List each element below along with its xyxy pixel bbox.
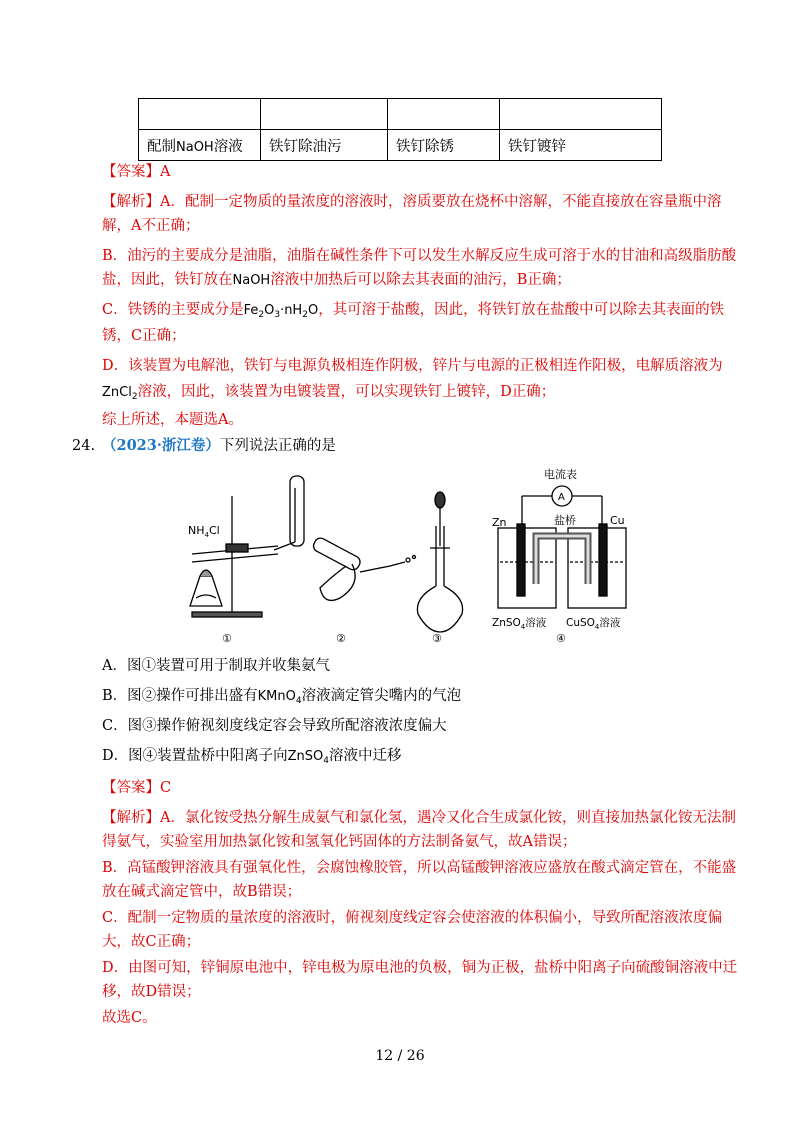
analysis-line: 【解析】A．配制一定物质的量浓度的溶液时，溶质要放在烧杯中溶解，不能直接放在容量瓶中溶 [102, 194, 722, 210]
zn-electrode [517, 524, 525, 596]
beaker-right [568, 528, 626, 608]
zn-label: Zn [492, 516, 507, 529]
analysis-line: B．油污的主要成分是油脂，油脂在碱性条件下可以发生水解反应生成可溶于水的甘油和高级脂肪酸 [102, 248, 737, 264]
figure-label-2: ② [336, 632, 346, 645]
analysis-line: 移，故D错误； [102, 984, 201, 1000]
analysis-line: 大，故C正确； [102, 934, 201, 950]
analysis-line: D．该装置为电解池，铁钉与电源负极相连作阴极，锌片与电源的正极相连作阳极，电解质溶液为 [102, 358, 723, 374]
dropper-bulb [435, 492, 445, 508]
option-b: B．图②操作可排出盛有KMnO$_4$溶液滴定管尖嘴内的气泡 [102, 688, 462, 706]
table-cell: 配制NaOH溶液 [139, 130, 261, 161]
table-cell: 铁钉除锈 [388, 130, 500, 161]
option-d: D．图④装置盐桥中阳离子向ZnSO$_4$溶液中迁移 [102, 748, 402, 766]
znso4-label: ZnSO$_4$溶液 [492, 617, 547, 631]
options-table [138, 98, 662, 161]
figure-label-3: ③ [432, 632, 442, 645]
stand-base [192, 612, 262, 617]
question-stem: （2023·浙江卷）下列说法正确的是 [102, 437, 336, 454]
analysis-line: ZnCl$_2$溶液，因此，该装置为电镀装置，可以实现铁钉上镀锌，D正确； [102, 384, 556, 402]
burette [311, 536, 362, 572]
ammeter-symbol: A [558, 492, 565, 503]
analysis-line: 锈，C正确； [102, 328, 186, 344]
figure-label-1: ① [222, 632, 232, 645]
cu-label: Cu [610, 514, 625, 527]
flame [200, 570, 212, 576]
analysis-line: 【解析】A．氯化铵受热分解生成氨气和氯化氢，遇冷又化合生成氯化铵，则直接加热氯化铵无法制 [102, 810, 736, 826]
figure-label-4: ④ [556, 632, 566, 645]
flask-body [417, 586, 462, 632]
analysis-line: 故选C。 [102, 1010, 157, 1026]
analysis-line: D．由图可知，锌铜原电池中，锌电极为原电池的负极，铜为正极，盐桥中阳离子向硫酸铜溶液中迁 [102, 960, 738, 976]
analysis-line: C．铁锈的主要成分是$Fe_2O_3\cdot nH_2O$，其可溶于盐酸，因此，将铁钉放在盐酸中可以除去其表面的铁 [102, 302, 725, 320]
analysis-line: 综上所述，本题选A。 [102, 412, 243, 428]
alcohol-lamp [190, 576, 222, 606]
table-row [139, 130, 662, 161]
apparatus-figure [170, 466, 650, 646]
answer-line: 【答案】A [102, 164, 171, 180]
table-cell: 铁钉除油污 [261, 130, 388, 161]
question-number: 24. [72, 438, 96, 454]
cu-electrode [599, 524, 607, 596]
analysis-line: B．高锰酸钾溶液具有强氧化性，会腐蚀橡胶管，所以高锰酸钾溶液应盛放在酸式滴定管在，不能盛 [102, 860, 737, 876]
nh4cl-label: $NH_4Cl$ [188, 524, 220, 539]
beaker-left [498, 528, 556, 608]
salt-bridge-label: 盐桥 [554, 514, 576, 527]
option-c: C．图③操作俯视刻度线定容会导致所配溶液浓度偏大 [102, 718, 447, 734]
answer-line: 【答案】C [102, 780, 172, 796]
analysis-line: 解，A不正确； [102, 218, 200, 234]
ammeter-label: 电流表 [544, 468, 577, 481]
table-row [139, 99, 662, 130]
cuso4-label: CuSO$_4$溶液 [566, 617, 621, 631]
option-a: A．图①装置可用于制取并收集氨气 [102, 658, 330, 674]
analysis-line: 盐，因此，铁钉放在NaOH溶液中加热后可以除去其表面的油污，B正确； [102, 272, 571, 288]
analysis-line: 得氨气，实验室用加热氯化铵和氢氧化钙固体的方法制备氨气，故A错误； [102, 834, 577, 850]
table-cell: 铁钉镀锌 [500, 130, 662, 161]
analysis-line: C．配制一定物质的量浓度的溶液时，俯视刻度线定容会使溶液的体积偏小，导致所配溶液浓度偏 [102, 910, 723, 926]
salt-bridge [536, 536, 588, 584]
analysis-line: 放在碱式滴定管中，故B错误； [102, 884, 302, 900]
page-number: 12 / 26 [375, 1048, 425, 1064]
collecting-tube [290, 476, 304, 546]
